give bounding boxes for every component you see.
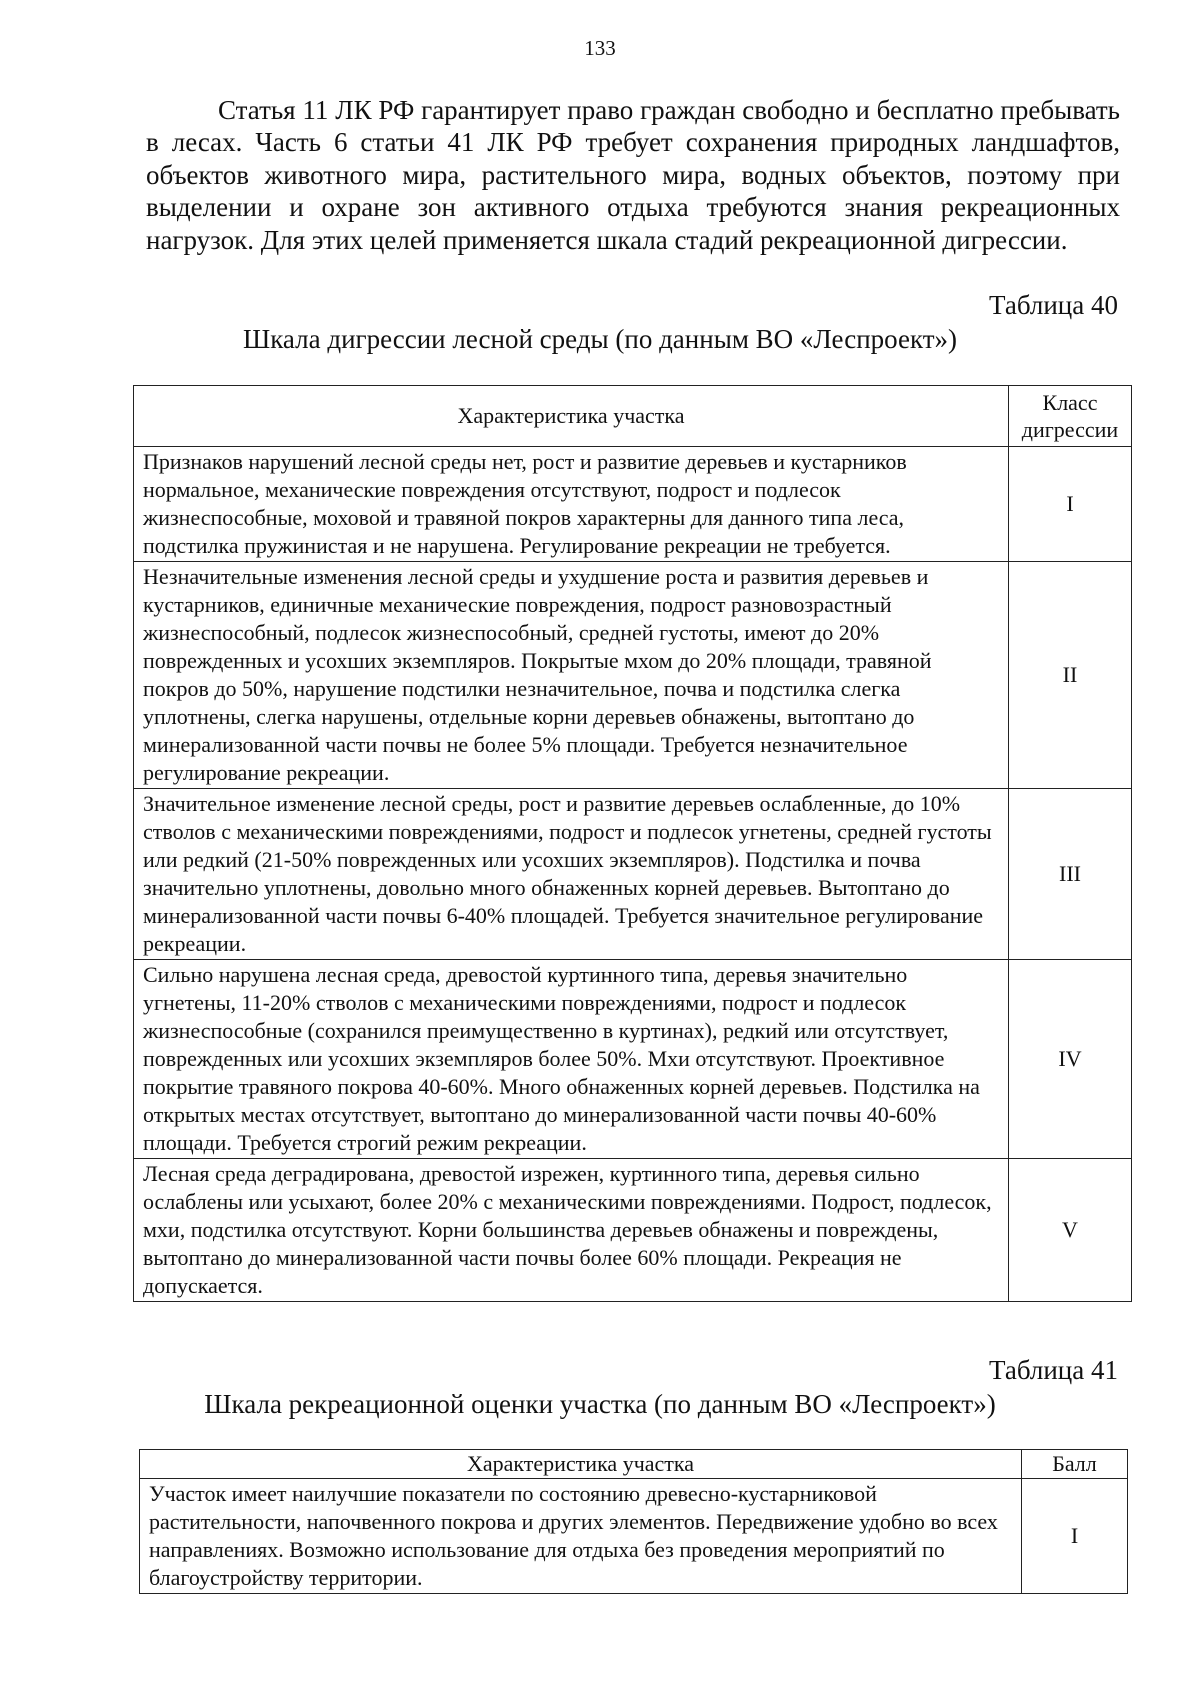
table-row xyxy=(134,447,1132,562)
recreation-score-table xyxy=(139,1449,1128,1594)
page-number: 133 xyxy=(584,36,616,60)
table-row xyxy=(134,562,1132,789)
row-characteristic: Признаков нарушений лесной среды нет, рост и развитие деревьев и кустарников нормальное, механические повреждения отсутствуют, подрост и подлесок жизнеспособные, моховой и травяной покров характерны для данного типа леса, подстилка пружинистая и не нарушена. Регулирование рекреации не требуется. xyxy=(134,447,1009,562)
row-characteristic: Участок имеет наилучшие показатели по состоянию древесно-кустарниковой растительности, напочвенного покрова и других элементов. Передвижение удобно во всех направлениях. Возможно использование для отдыха без проведения мероприятий по благоустройству территории. xyxy=(140,1479,1022,1594)
table-row xyxy=(134,960,1132,1159)
header-characteristic: Характеристика участка xyxy=(140,1450,1022,1479)
header-characteristic: Характеристика участка xyxy=(134,386,1009,447)
table-row xyxy=(134,1159,1132,1302)
header-digression-class: Класс дигрессии xyxy=(1009,386,1132,447)
row-characteristic: Сильно нарушена лесная среда, древостой куртинного типа, деревья значительно угнетены, 11-20% стволов с механическими повреждениями, подрост и подлесок жизнеспособные (сохранился преимущественно в куртинах), редкий или отсутствует, поврежденных или усохших экземпляров более 50%. Мхи отсутствуют. Проективное покрытие травяного покрова 40-60%. Много обнаженных корней деревьев. Подстилка на открытых местах отсутствует, вытоптано до минерализованной части почвы 40-60% площади. Требуется строгий режим рекреации. xyxy=(134,960,1009,1159)
row-digression-class: I xyxy=(1009,447,1132,562)
table-41-title: Шкала рекреационной оценки участка (по данным ВО «Леспроект») xyxy=(204,1389,996,1419)
table-40-title: Шкала дигрессии лесной среды (по данным ВО «Леспроект») xyxy=(242,324,958,354)
digression-table xyxy=(133,385,1132,1302)
body-paragraph: Статья 11 ЛК РФ гарантирует право граждан свободно и бесплатно пребывать в лесах. Часть 6 статьи 41 ЛК РФ требует сохранения природных ландшафтов, объектов животного мира, растительного мира, водных объектов, поэтому при выделении и охране зон активного отдыха требуются знания рекреационных нагрузок. Для этих целей применяется шкала стадий рекреационной дигрессии. xyxy=(146,95,1120,255)
row-digression-class: V xyxy=(1009,1159,1132,1302)
row-characteristic: Лесная среда деградирована, древостой изрежен, куртинного типа, деревья сильно ослаблены или усыхают, более 20% с механическими повреждениями. Подрост, подлесок, мхи, подстилка отсутствуют. Корни большинства деревьев обнажены и повреждены, вытоптано до минерализованной части почвы более 60% площади. Рекреация не допускается. xyxy=(134,1159,1009,1302)
table-41-label: Таблица 41 xyxy=(989,1355,1118,1385)
row-characteristic: Незначительные изменения лесной среды и ухудшение роста и развития деревьев и кустарников, единичные механические повреждения, подрост разновозрастный жизнеспособный, подлесок жизнеспособный, средней густоты, имеют до 20% поврежденных и усохших экземпляров. Покрытые мхом до 20% площади, травяной покров до 50%, нарушение подстилки незначительное, почва и подстилка слегка уплотнены, слегка нарушены, отдельные корни деревьев обнажены, вытоптано до минерализованной части почвы не более 5% площади. Требуется незначительное регулирование рекреации. xyxy=(134,562,1009,789)
header-score: Балл xyxy=(1022,1450,1128,1479)
table-header-row xyxy=(134,386,1132,447)
row-digression-class: III xyxy=(1009,789,1132,960)
table-header-row xyxy=(140,1450,1128,1479)
row-characteristic: Значительное изменение лесной среды, рост и развитие деревьев ослабленные, до 10% стволов с механическими повреждениями, подрост и подлесок угнетены, средней густоты или редкий (21-50% поврежденных или усохших экземпляров). Подстилка и почва значительно уплотнены, довольно много обнаженных корней деревьев. Вытоптано до минерализованной части почвы 6-40% площадей. Требуется значительное регулирование рекреации. xyxy=(134,789,1009,960)
row-digression-class: II xyxy=(1009,562,1132,789)
row-score: I xyxy=(1022,1479,1128,1594)
table-row xyxy=(134,789,1132,960)
table-40-label: Таблица 40 xyxy=(989,290,1118,320)
row-digression-class: IV xyxy=(1009,960,1132,1159)
table-row xyxy=(140,1479,1128,1594)
